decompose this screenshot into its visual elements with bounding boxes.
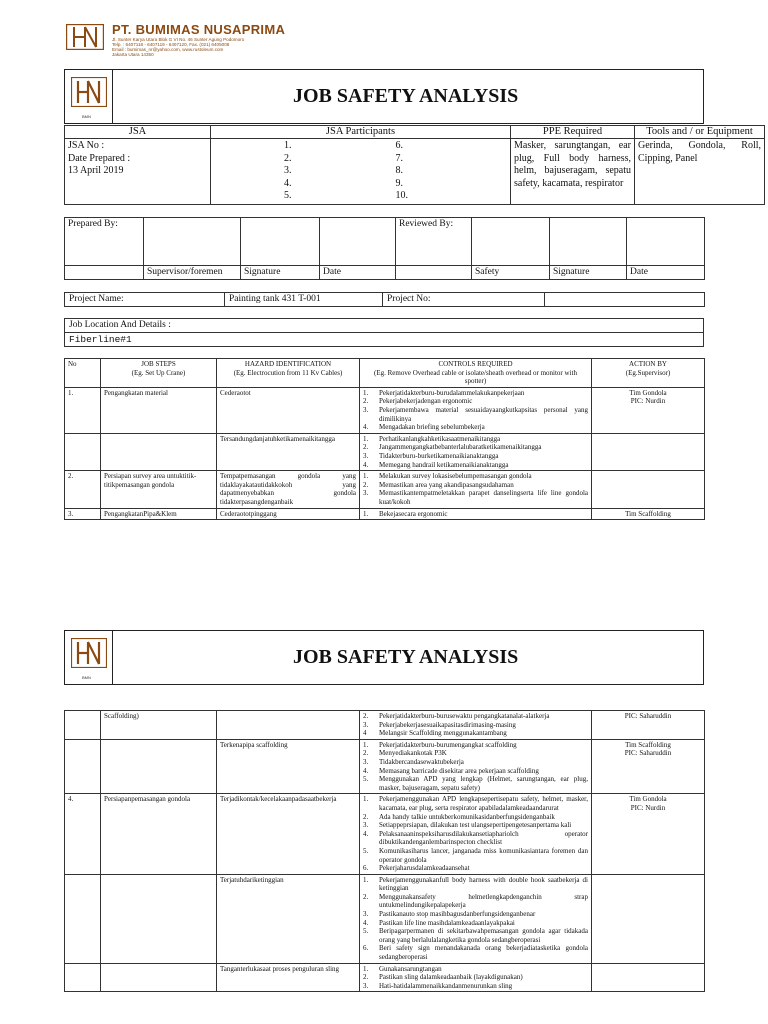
job-location-value: Fiberline#1 (65, 333, 704, 347)
col-job-steps (101, 359, 217, 388)
header-jsa: JSA (65, 126, 211, 139)
step-number: 4. (65, 794, 101, 874)
supervisor-label: Supervisor/foremen (144, 266, 241, 280)
participants-cell (211, 139, 511, 205)
reviewed-date-space (627, 218, 705, 266)
job-step (101, 433, 217, 470)
control-number: 3. (363, 910, 369, 919)
hazard: Tersandungdanjatuhketikamenaikitangga (217, 433, 360, 470)
col-job-steps-sub: (Eg. Set Up Crane) (131, 368, 186, 377)
job-step: Persiapan survey area untuktitik-titikpemasangan gondola (101, 471, 217, 508)
prepared-signature-label: Signature (241, 266, 320, 280)
control-text: Mengadakan briefing sebelumbekerja (379, 423, 485, 432)
col-controls-title: CONTROLS REQUIRED (438, 360, 513, 368)
company-address-line: Jl. Sunter Karya Utara Blok G VI No. 46 Sunter Agung Podomoro (112, 37, 245, 42)
company-phone-line: Telp. : 6407118 - 6407119 - 6407120, Fax. (021) 6405008 (112, 42, 230, 47)
prepared-signature-space (241, 218, 320, 266)
control-item (363, 893, 588, 910)
control-number: 1. (363, 875, 369, 884)
controls-list (363, 510, 588, 519)
job-step: Pengangkatan material (101, 387, 217, 433)
hazard (217, 711, 360, 740)
col-controls-sub: (Eg. Remove Overhead cable or isolate/sheath overhead or monitor with spotter) (374, 368, 577, 386)
prepared-date-space (320, 218, 396, 266)
job-step (101, 874, 217, 963)
hazard: Terjadikontak/kecelakaanpadasaatbekerja (217, 794, 360, 874)
job-step: Scaffolding) (101, 711, 217, 740)
control-text: Pekerjamenggunakanfull body harness with double hook saatbekerja di ketinggian (379, 875, 588, 893)
control-item (363, 919, 588, 928)
controls-list (363, 712, 588, 738)
controls-list (363, 965, 588, 991)
action-by: Tim Scaffolding (625, 509, 671, 518)
header-participants: JSA Participants (211, 126, 511, 139)
location-table (64, 318, 704, 347)
control-item (363, 910, 588, 919)
control-number: 4. (363, 766, 369, 775)
control-item (363, 423, 588, 432)
table-row (65, 711, 705, 740)
bmn-logo-icon (71, 638, 107, 668)
table-row (65, 963, 705, 992)
control-text: Melakukan survey lokasisebelumpemasangan gondola (379, 472, 532, 481)
col-action-title: ACTION BY (629, 360, 667, 368)
reviewed-signature-space (550, 218, 627, 266)
action-by-cell (592, 711, 705, 740)
controls-cell (360, 508, 592, 520)
participant-number: 1. (284, 140, 292, 151)
hazard: Terjatuhdariketinggian (217, 874, 360, 963)
hazard: Cederaototpinggang (217, 508, 360, 520)
job-location-label: Job Location And Details : (65, 319, 704, 333)
control-number: 1. (363, 388, 369, 397)
project-no-value (545, 293, 705, 307)
controls-cell (360, 433, 592, 470)
participant-number: 3. (284, 165, 292, 176)
company-city-line: Jakarta Utara 14350 (112, 52, 154, 57)
control-number: 3. (363, 489, 369, 498)
controls-list (363, 795, 588, 872)
control-item (363, 397, 588, 406)
control-number: 4. (363, 918, 369, 927)
action-by-cell (592, 739, 705, 794)
control-number: 4. (363, 829, 369, 838)
control-number: 5. (363, 775, 369, 784)
step-number: 1. (65, 387, 101, 433)
jsa-no-label: JSA No : (68, 140, 105, 151)
control-text: Ada handy talkie untukberkomunikasidanberfungsidenganbaik (379, 812, 555, 821)
control-text: Memasang barricade disekitar area pekerjaan scaffolding (379, 766, 539, 775)
controls-list (363, 389, 588, 432)
control-number: 2. (363, 397, 369, 406)
control-number: 3. (363, 821, 369, 830)
control-number: 3. (363, 405, 369, 414)
control-item (363, 461, 588, 470)
control-text: Memastikan area yang akandipasangsudahaman (379, 480, 514, 489)
control-number: 2. (363, 712, 369, 720)
step-number (65, 739, 101, 794)
company-name: PT. BUMIMAS NUSAPRIMA (112, 22, 286, 37)
control-text: Setiappeprsiapan, dilakukan test ulangsepertipengetesanpertama kali (379, 821, 572, 830)
control-number: 2. (363, 749, 369, 758)
control-text: Memegang handrail ketikamenaikianaktangga (379, 460, 509, 469)
project-name-value: Painting tank 431 T-001 (225, 293, 383, 307)
participant-number: 5. (284, 190, 292, 201)
tools-value: Gerinda, Gondola, Roll, Cipping, Panel (635, 139, 765, 205)
col-hazard-title: HAZARD IDENTIFICATION (244, 360, 332, 368)
step-number (65, 874, 101, 963)
company-letterhead (66, 22, 326, 58)
date-prepared-value: 13 April 2019 (68, 165, 124, 176)
company-email-line: Email : bumimas_nr@yahoo.com, www.rustoleum.com (112, 47, 224, 52)
prepared-date-label: Date (320, 266, 396, 280)
control-number: 1. (363, 434, 369, 443)
job-step: PengangkatanPipa&Klem (101, 508, 217, 520)
title-box (64, 69, 704, 124)
col-action (592, 359, 705, 388)
participant-number: 6. (395, 140, 403, 151)
control-item (363, 767, 588, 776)
control-number: 5. (363, 927, 369, 936)
action-by-cell (592, 794, 705, 874)
date-prepared-label: Date Prepared : (68, 152, 131, 164)
header-tools: Tools and / or Equipment (635, 126, 765, 139)
control-text: Jangammengangkatbebanterlalubaratketikamenaikitangga (379, 443, 542, 452)
control-item (363, 830, 588, 847)
control-item (363, 795, 588, 812)
control-item (363, 712, 588, 721)
hazard: Terkenapipa scaffolding (217, 739, 360, 794)
table-row (65, 433, 705, 470)
control-text: Beripagarpermanen di sekitarbawahpemasangan gondola agar tidakada orang yang berlalulalangketika gondola sedangberoperasi (379, 927, 588, 944)
controls-cell (360, 471, 592, 508)
control-text: Pekerjatidakterburu-burudalammelakukanpekerjaan (379, 388, 525, 397)
jsa-steps-body (65, 387, 705, 519)
control-text: Pastikan life line masihdalamkeadaanlayakpakai (379, 918, 515, 927)
control-number: 1. (363, 509, 369, 518)
action-by-cell (592, 433, 705, 470)
control-number: 3. (363, 720, 369, 729)
prepared-supervisor-space (144, 218, 241, 266)
control-item (363, 973, 588, 982)
control-text: Pekerjabekerjadengan ergonomic (379, 397, 473, 406)
control-item (363, 965, 588, 974)
job-step: Persiapanpemasangan gondola (101, 794, 217, 874)
control-text: Perhatikanlangkahketikasaatmenaikitangga (379, 434, 501, 443)
control-number: 2. (363, 443, 369, 452)
table-row (65, 387, 705, 433)
control-item (363, 821, 588, 830)
prepared-blank (65, 266, 144, 280)
job-step (101, 739, 217, 794)
reviewed-by-label: Reviewed By: (396, 218, 472, 266)
bmn-logo-icon (71, 77, 107, 107)
action-by: Tim Gondola (629, 795, 667, 804)
ppe-value: Masker, sarungtangan, ear plug, Full body harness, helm, bajuseragam, sepatu safety, kacamata, respirator (511, 139, 635, 205)
action-by-cell (592, 471, 705, 508)
control-item (363, 944, 588, 961)
action-by: PIC: Saharuddin (624, 749, 672, 758)
control-text: Tidakbercandasewaktubekerja (379, 757, 464, 766)
control-item (363, 406, 588, 423)
col-job-steps-title: JOB STEPS (141, 360, 176, 368)
title-box (64, 630, 704, 685)
controls-cell (360, 874, 592, 963)
control-item (363, 876, 588, 893)
col-hazard (217, 359, 360, 388)
control-item (363, 389, 588, 398)
document-page-2 (0, 622, 768, 1024)
hazard: Tempatpemasangan gondola yang tidaklayakatautidakkokoh yang dapatmenyebabkan gondola tidakterpasangdenganbaik (217, 471, 360, 508)
document-title: JOB SAFETY ANALYSIS (293, 85, 519, 107)
control-number: 4 (363, 729, 367, 738)
reviewed-safety-space (472, 218, 550, 266)
control-number: 5. (363, 846, 369, 855)
signature-table (64, 217, 705, 280)
controls-cell (360, 739, 592, 794)
col-action-sub: (Eg.Supervisor) (625, 368, 671, 377)
action-by-cell (592, 963, 705, 992)
controls-list (363, 741, 588, 793)
control-number: 6. (363, 944, 369, 953)
control-text: Pastikanauto stop masihbagusdanberfungsidenganbenar (379, 910, 536, 919)
control-number: 3. (363, 981, 369, 990)
control-item (363, 443, 588, 452)
control-number: 2. (363, 973, 369, 982)
action-by: Tim Scaffolding (625, 740, 671, 749)
control-item (363, 481, 588, 490)
control-item (363, 510, 588, 519)
step-number (65, 963, 101, 992)
reviewed-blank (396, 266, 472, 280)
logo-cell (65, 631, 113, 684)
step-number (65, 711, 101, 740)
jsa-cell (65, 139, 211, 205)
action-by-cell (592, 387, 705, 433)
control-text: Pekerjatidakterburu-burusewaktu pengangkatanalat-alatkerja (379, 712, 550, 720)
control-number: 2. (363, 892, 369, 901)
jsa-info-table (64, 125, 765, 205)
controls-cell (360, 387, 592, 433)
control-text: Tidakterburu-burketikamenaikianaktangga (379, 451, 499, 460)
control-text: Menyediakankotak P3K (379, 749, 447, 758)
controls-list (363, 435, 588, 469)
control-item (363, 982, 588, 991)
control-text: Pekerjamembawa material sesuaidayaangkutkapsitas personal yang dimilikinya (379, 405, 588, 423)
reviewed-signature-label: Signature (550, 266, 627, 280)
company-logo-icon (66, 24, 104, 50)
control-number: 2. (363, 812, 369, 821)
action-by: PIC: Nurdin (630, 397, 666, 406)
control-item (363, 452, 588, 461)
control-text: Pastikan sling dalamkeadaanbaik (layakdigunakan) (379, 973, 523, 982)
project-table (64, 292, 705, 307)
control-item (363, 775, 588, 792)
control-text: Komunikasiharus lancer, janganada miss komunikasiantara foremen dan operator gondola (379, 846, 588, 864)
action-by: Tim Gondola (629, 388, 667, 397)
document-title: JOB SAFETY ANALYSIS (293, 646, 519, 668)
control-text: Pekerjatidakterburu-burumengangkat scaffolding (379, 740, 517, 749)
control-text: Pekerjaharusdalamkeadaansehat (379, 864, 470, 873)
control-number: 4. (363, 423, 369, 432)
control-number: 1. (363, 740, 369, 749)
hazard: Cederaotot (217, 387, 360, 433)
table-row (65, 471, 705, 508)
controls-list (363, 876, 588, 962)
control-item (363, 472, 588, 481)
logo-cell (65, 70, 113, 123)
controls-cell (360, 963, 592, 992)
header-ppe: PPE Required (511, 126, 635, 139)
col-controls (360, 359, 592, 388)
table-row (65, 874, 705, 963)
control-item (363, 749, 588, 758)
control-number: 1. (363, 795, 369, 804)
control-text: Pelaksanaaninspeksiharusdilakukansetiaphariolch operator dibuktikandenganlembarinspecton checklist (379, 829, 588, 847)
control-number: 1. (363, 472, 369, 481)
control-number: 1. (363, 964, 369, 973)
control-item (363, 813, 588, 822)
action-by-cell (592, 874, 705, 963)
participant-number: 2. (284, 152, 292, 164)
participant-number: 8. (395, 165, 403, 176)
controls-list (363, 472, 588, 506)
participant-number: 10. (395, 190, 408, 201)
controls-cell (360, 711, 592, 740)
action-by-cell (592, 508, 705, 520)
control-item (363, 435, 588, 444)
control-text: Menggunakansafety helmetlengkapdenganchin strap untukmelindungikepalapekerja (379, 892, 588, 910)
control-item (363, 847, 588, 864)
control-text: Pekerjabekerjasesuaikapasitasdirimasing-masing (379, 720, 516, 729)
control-text: Menggunakan APD yang lengkap (Helmet, sarungtangan, ear plug, masker, bajuseragam, sepatu safety) (379, 775, 588, 792)
action-by: PIC: Saharuddin (624, 712, 672, 720)
step-number (65, 433, 101, 470)
participant-number: 4. (284, 177, 292, 189)
control-item (363, 721, 588, 730)
action-by: PIC: Nurdin (630, 803, 666, 812)
control-number: 3. (363, 451, 369, 460)
control-item (363, 758, 588, 767)
control-text: Gunakansarungtangan (379, 964, 442, 973)
table-row (65, 508, 705, 520)
jsa-steps-table-continued (64, 710, 705, 992)
logo-label: BMN (82, 114, 91, 119)
col-hazard-sub: (Eg. Electrocution from 11 Kv Cables) (233, 368, 343, 377)
step-number: 3. (65, 508, 101, 520)
control-number: 3. (363, 757, 369, 766)
control-number: 4. (363, 460, 369, 469)
control-item (363, 927, 588, 944)
control-number: 2. (363, 480, 369, 489)
participant-number: 9. (395, 177, 403, 189)
col-no: No (65, 359, 101, 388)
logo-label: BMN (82, 675, 91, 680)
table-row (65, 794, 705, 874)
control-item (363, 864, 588, 873)
safety-label: Safety (472, 266, 550, 280)
participant-number: 7. (395, 152, 403, 164)
hazard: Tanganterlukasaat proses penguluran sling (217, 963, 360, 992)
prepared-by-label: Prepared By: (65, 218, 144, 266)
control-text: Bekejasecara ergonomic (379, 509, 448, 518)
table-row (65, 739, 705, 794)
controls-cell (360, 794, 592, 874)
control-item (363, 729, 588, 738)
control-text: Melangsir Scaffolding menggunakantambang (379, 729, 507, 738)
project-no-label: Project No: (383, 293, 545, 307)
control-number: 6. (363, 864, 369, 873)
control-text: Pekerjamenggunakan APD lengkapsepertisepatu safety, helmet, masker, kacamata, ear plug, serta respirator apabiladalamkeadaandarurat (379, 795, 588, 812)
control-text: Hati-hatidalammenaikkandanmenurunkan sling (379, 981, 513, 990)
control-item (363, 741, 588, 750)
reviewed-date-label: Date (627, 266, 705, 280)
project-name-label: Project Name: (65, 293, 225, 307)
control-item (363, 489, 588, 506)
jsa-steps-table (64, 358, 705, 520)
control-text: Memastikantempatmeletakkan parapet danselingserta life line gondola kuat/kokoh (379, 489, 588, 506)
job-step (101, 963, 217, 992)
control-text: Beri safety sign menandakanada orang bekerjadiatasketika gondola sedangberoperasi (379, 944, 588, 962)
step-number: 2. (65, 471, 101, 508)
jsa-steps-body-continued (65, 711, 705, 992)
